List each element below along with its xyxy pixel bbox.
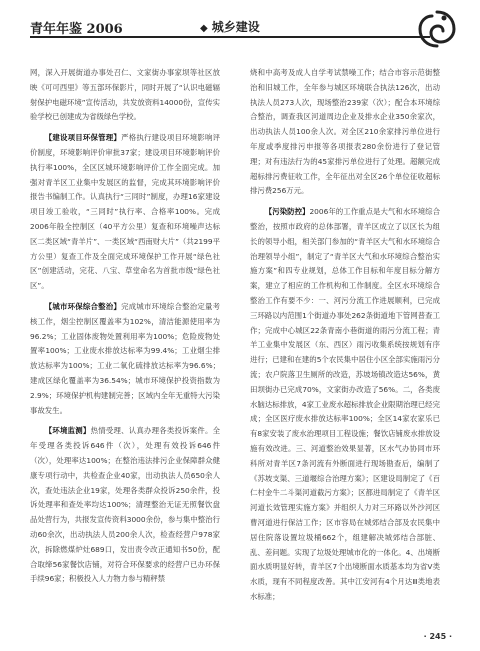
paragraph <box>30 300 220 418</box>
swirl-ornament-icon <box>414 6 460 52</box>
right-column <box>250 66 440 631</box>
section-heading: 【污染防控】 <box>264 207 310 217</box>
page-number: · 245 · <box>423 632 452 641</box>
running-title: 青年年鉴 2006 <box>30 22 123 37</box>
diamond-icon: ◆ <box>200 23 208 34</box>
left-column <box>30 66 220 631</box>
paragraph <box>250 205 440 605</box>
section-title <box>200 18 260 35</box>
header-rule <box>30 36 430 38</box>
paragraph <box>30 131 220 294</box>
page-header <box>0 0 480 62</box>
section-text: 严格执行建设项目环境影响评价制度，环境影响评价审批37家；建设项目环境影响评价执行率100%，全区区城环境影响评价工作全面完成。加强对青羊区工业集中发展区的监督，完成其环境影响评价报告书编制工作。认真执行“三同时”制度，办理16家建设项目竣工验收，“三同时”执行率、合格率100%。完成2006年般全控制区（40平方公里）复查和环境噪声达标区二类区域“青羊片”、一类区域“西南财大片”（共2199平方公里）复查工作及全面完成环境保护工作开展“绿色社区”创建活动，完花、八宝、草堂命名为首批市级“绿色社区”。 <box>30 133 220 291</box>
section-heading: 【城市环保综合整治】 <box>44 301 122 311</box>
paragraph: 网，深入开展街道办事处召仁、文家街办事家坝等社区放映《可可西里》等五部环保影片，同时开展了“认识电磁辐射保护电磁环境”宣传活动，共发放资料14000份，宣传实验学校已创建成为省级绿色学校。 <box>30 68 220 122</box>
section-heading: 【环境监测】 <box>44 426 91 436</box>
section-text: 完成城市环境综合整治定量考核工作，烟尘控制区覆盖率为102%，清洁能源使用率为96.2%；工业固体废物处置利用率为100%；危险废物处置率100%；工业废水排放达标率为99.4%；工业烟尘排放达标率为100%；工业二氧化硫排放达标率为96.6%；建成区绿化覆盖率为36.54%；城市环境保护投资指数为2.9%；环境保护机构建制完善；区域内全年无重特大污染事故发生。 <box>30 301 220 415</box>
section-heading: 【建设项目环保管理】 <box>44 133 122 143</box>
section-title-text: 城乡建设 <box>211 20 260 34</box>
paragraph <box>30 424 220 587</box>
section-text: 2006年的工作重点是大气和水环境综合整治，按照市政府的总体部署，青羊区成立了以区长为组长的领导小组，相关部门参加的“青羊区大气和水环境综合治理领导小组”，制定了“青羊区大气和水环境综合整治实施方案”和四专业规划，总体工作目标和年度目标分解方案，建立了相应的工作机构和工作制度。全区水环境综合整治工作有要不少：一、河污分流工作进展顺利，已完成三环路以内范围1个街道办事处262条街道地下管网普查工作；完成中心城区22条青南小巷街道的雨污分流工程；青羊工业集中发展区（东、西区）雨污收集系统按规划有序进行；已建和在建的5个农民集中居住小区全部实施雨污分流；农户院落卫生厕所的改造，苏坡场镇改造达56%，黄田坝街办已完成70%，文家街办改造了56%。二，各类废水脑达标排放，4家工业废水超标排放企业限期治理已经完成；全区医疗废水排放达标率100%；全区14家农家乐已有8家安装了废水治理项目工程设施；餐饮店铺废水排放设施有效改进。三、河道整治效果显著，区水气办协同市环科所对青羊区7条河流有外断面进行现场勘查后，编制了《苏坡支渠、三道堰综合治理方案》；区建设局制定了《百仁村金牛二斗渠河道截污方案》；区都进局制定了《青羊区河道长效管理实施方案》并组织人力对三环路以外沙河区曹河道进行保洁工作；区市容局在城郊结合部及农民集中居住院落设置垃圾桶662个，组建解决城郊结合部脏、乱、差问题。实现了垃圾处理城市化的一体化。4、出境断面水质明显好转，青羊区7个出境断面水质基本均为省V类水质，现有不同程度改善。其中江安河有4个月达Ⅲ类地表水标准； <box>250 207 440 601</box>
section-text: 热情受理、认真办理各类投诉案件。全年受理各类投诉646件（次），处理有效投诉646件（次），处理率达100%；在整治违法排污企业保障群众健康专项行动中，共检查企业40家，出动执法人员650余人次，查处违法企业19家，处理各类群众投诉250余件，投诉处理率和查处率均达100%；清理整治无证无照餐饮盘品处营行为，共报发宣传资料3000余份，参与集中整治行动60余次，出动执法人员200余人次，检查经营户978家次，拆除燃煤炉灶689口，发出责令改正通知书50份，配合取缔56家餐饮店铺，对符合环保要求的经营户已办环保手续96家；积极投入人力物力参与精秤禁 <box>30 426 220 584</box>
paragraph: 烧和中高考及成人自学考试禁噪工作；结合市容示范街整治和旧城工作，全年参与城区环境联合执法126次，出动执法人员273人次，现场整治239家（次）；配合本环境综合整治，调查我区河道周边企业及排水企业350余家次，出动执法人员100余人次。对全区210余家排污单位进行年度或季度排污申报等各项报表280余份进行了登记管理；对有违法行为的45家排污单位进行了处理。超额完成超标排污费征收工作，全年征出对全区26个单位征收超标排污费256万元。 <box>250 68 440 196</box>
